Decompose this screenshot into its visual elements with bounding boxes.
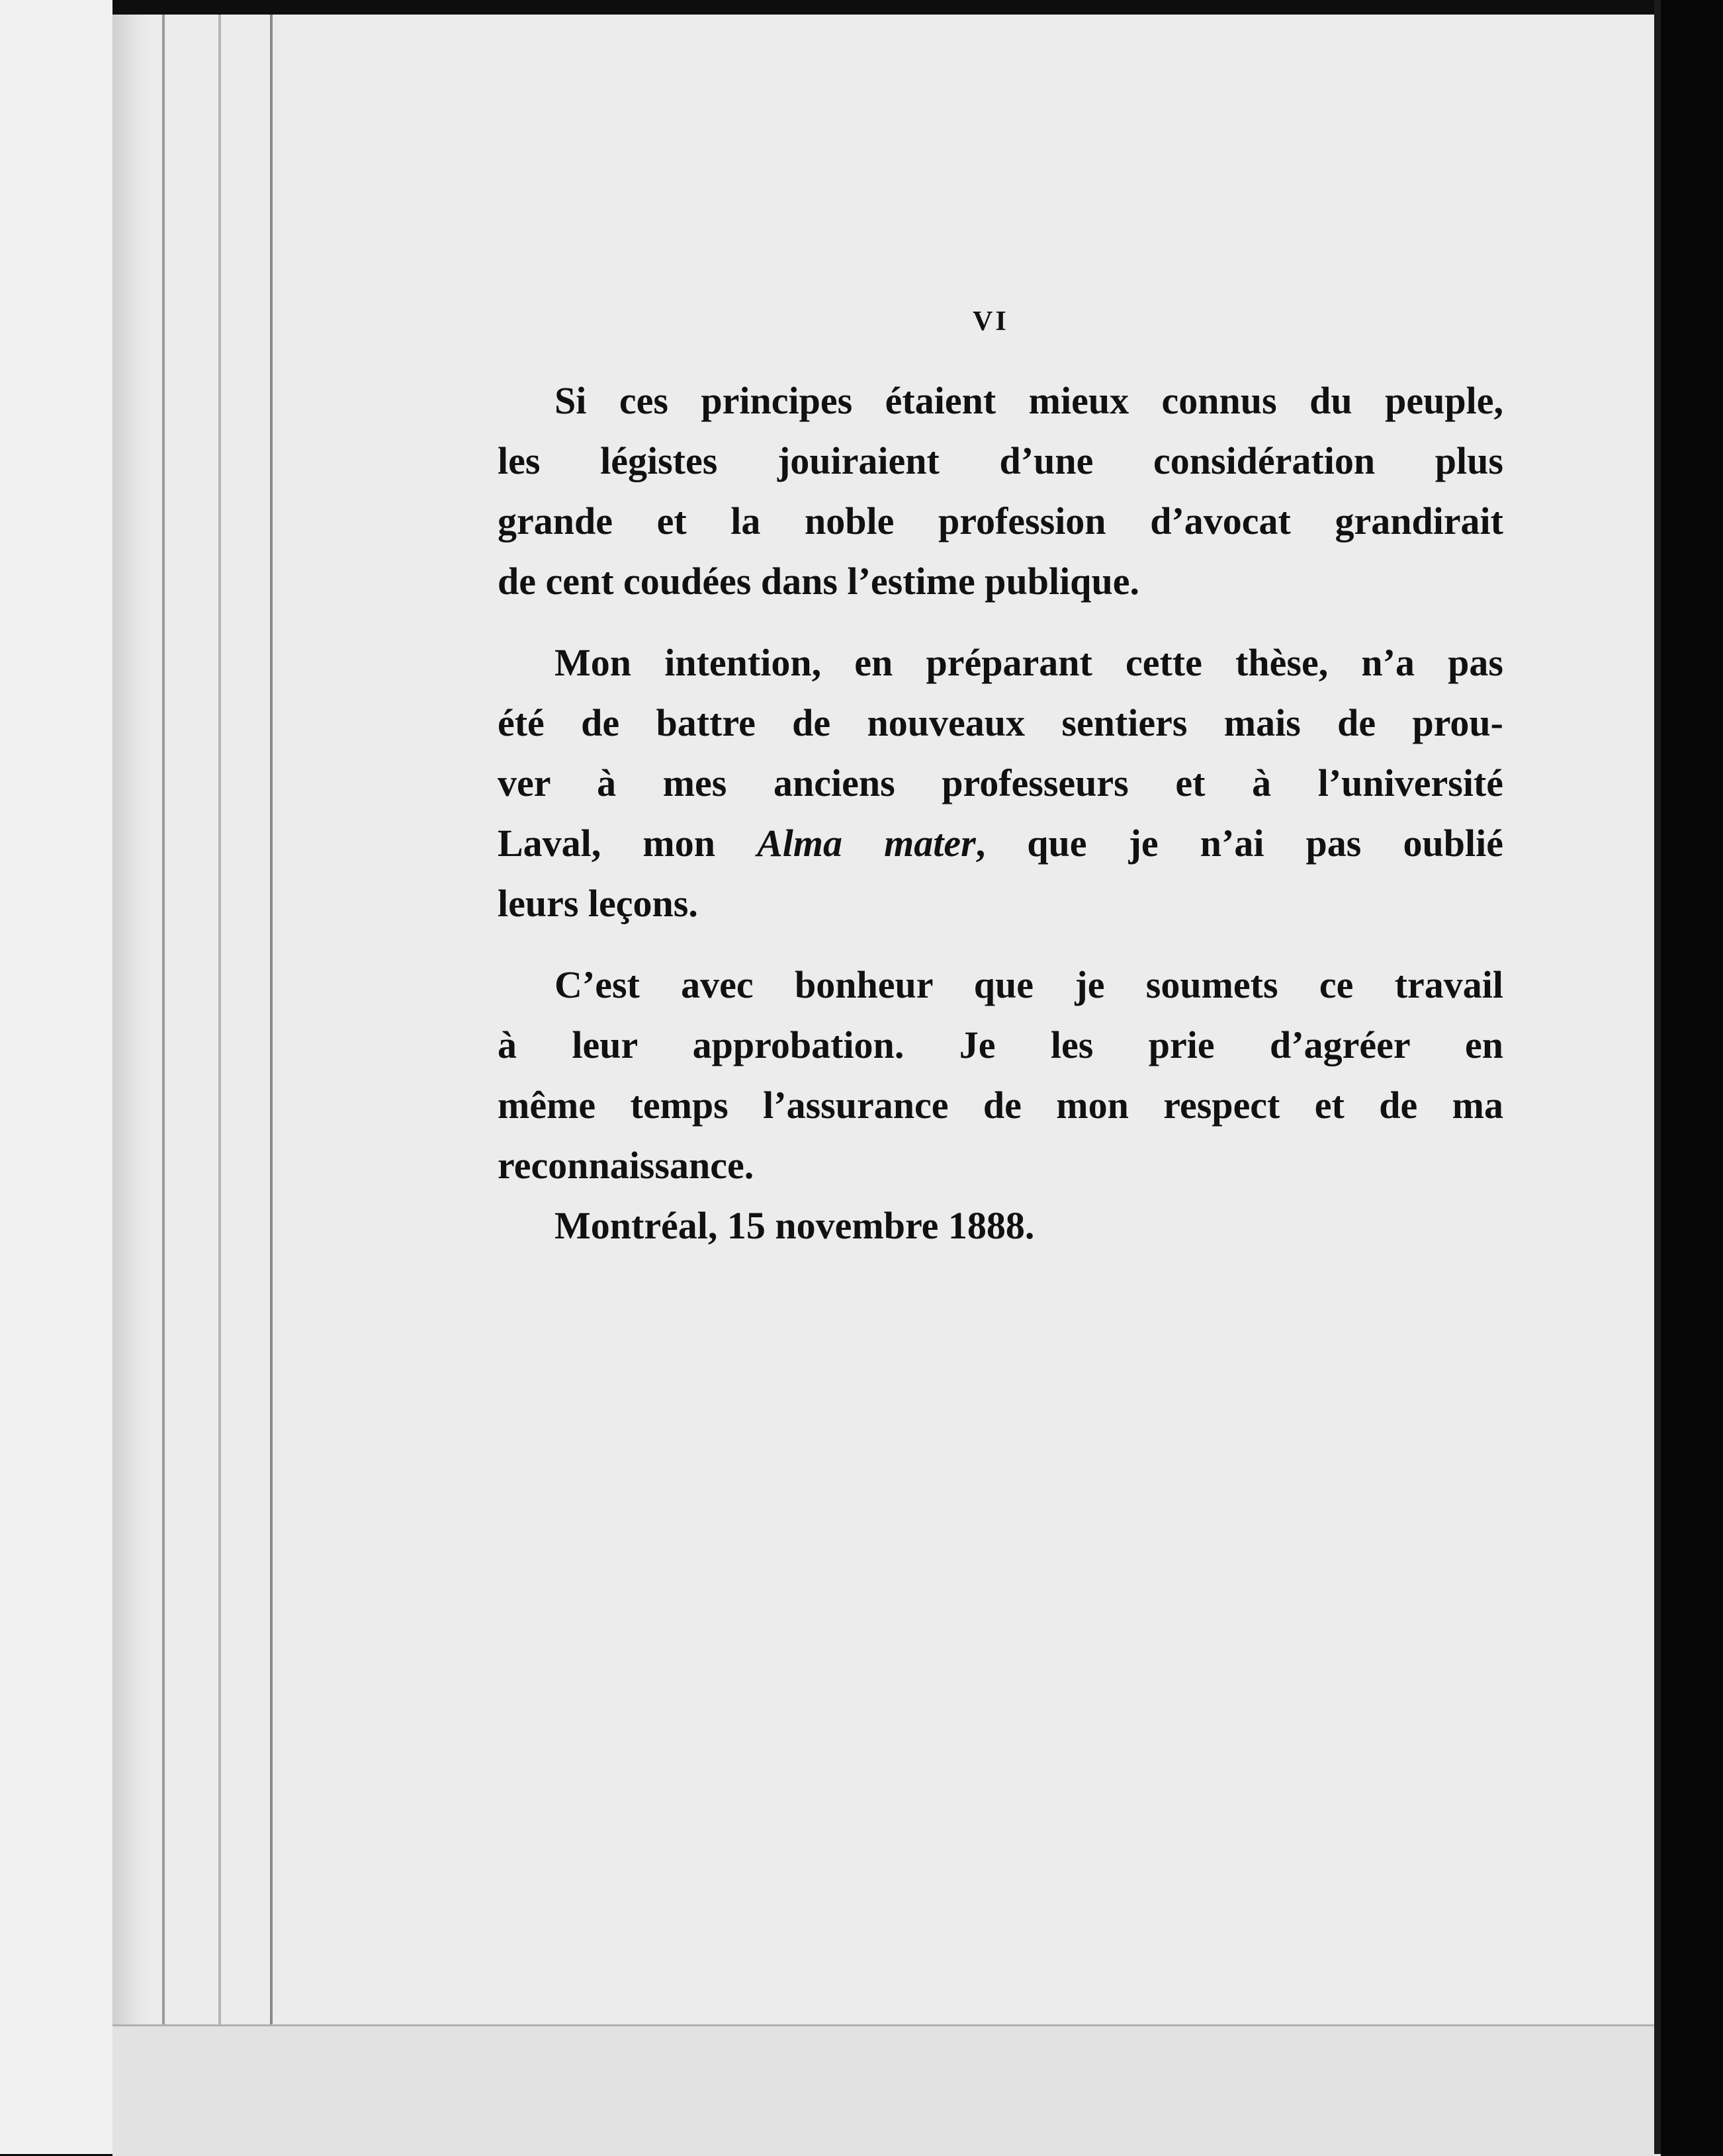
page-top-edge xyxy=(112,0,1661,15)
text-line: été de battre de nouveaux sentiers mais de prou- xyxy=(498,701,1503,744)
date-text: Montréal, 15 novembre 1888. xyxy=(554,1204,1035,1247)
text-line: ver à mes anciens professeurs et à l’université xyxy=(498,761,1503,804)
date-line xyxy=(498,1195,1503,1256)
margin-rule xyxy=(218,0,221,2024)
text-line: Si ces principes étaient mieux connus du peuple, xyxy=(554,379,1503,422)
page-edge-shadow xyxy=(112,0,152,2154)
margin-rule xyxy=(162,0,165,2024)
italic-title: Alma mater xyxy=(757,822,976,865)
paragraph-3 xyxy=(498,955,1503,1195)
text-run: Laval, mon xyxy=(498,822,758,865)
text-line: les légistes jouiraient d’une considération plus xyxy=(498,439,1503,482)
text-line: de cent coudées dans l’estime publique. xyxy=(498,560,1139,603)
text-line: grande et la noble profession d’avocat grandirait xyxy=(498,499,1503,542)
margin-rule xyxy=(270,0,273,2154)
text-line: reconnaissance. xyxy=(498,1144,754,1187)
scan-margin xyxy=(0,0,112,2154)
text-line: même temps l’assurance de mon respect et de ma xyxy=(498,1084,1503,1127)
page-bottom-edge xyxy=(112,2024,1661,2156)
binding-strip xyxy=(1661,0,1723,2154)
page-folio: VI xyxy=(973,306,1009,337)
text-line: leurs leçons. xyxy=(498,882,698,925)
binding-line xyxy=(1654,0,1661,2154)
text-line: C’est avec bonheur que je soumets ce travail xyxy=(554,963,1503,1006)
body-text xyxy=(498,298,1503,1256)
paragraph-1 xyxy=(498,370,1503,611)
paragraph-2 xyxy=(498,632,1503,933)
text-line: Mon intention, en préparant cette thèse, n’a pas xyxy=(554,641,1503,684)
text-line xyxy=(498,813,1503,873)
text-run: , que je n’ai pas oublié xyxy=(975,822,1503,865)
text-line: à leur approbation. Je les prie d’agréer en xyxy=(498,1023,1503,1066)
